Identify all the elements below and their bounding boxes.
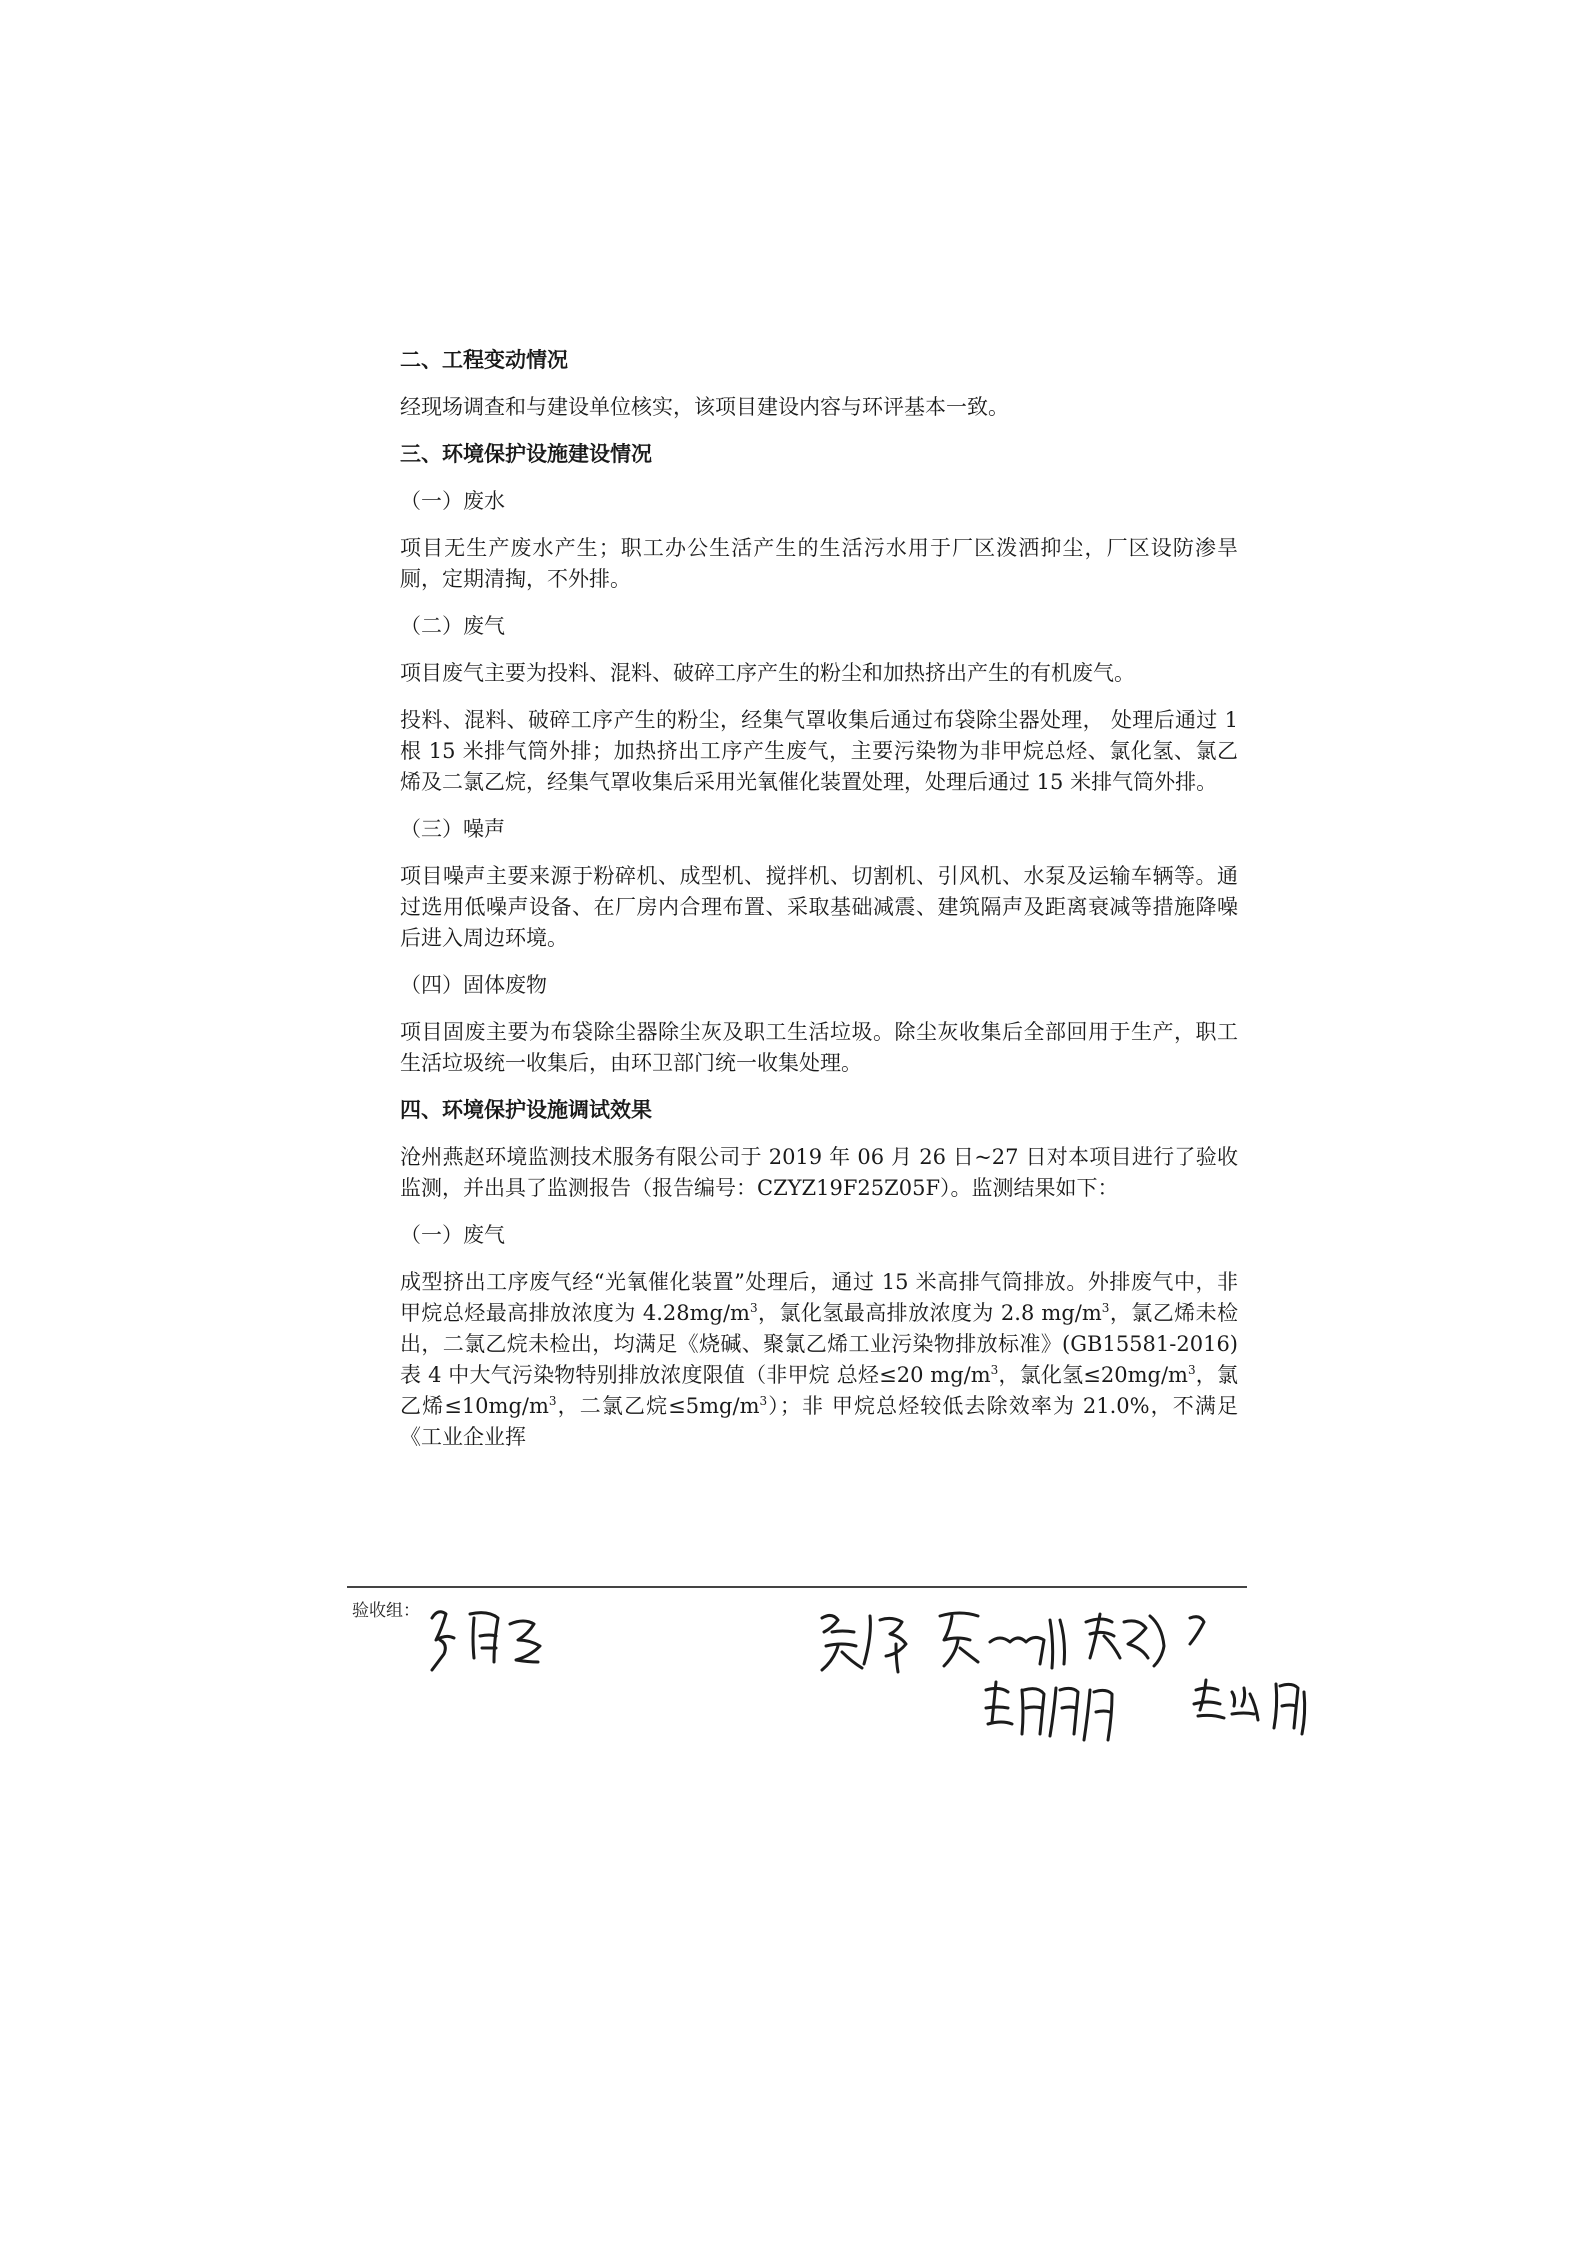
subheading-noise: （三）噪声 xyxy=(400,817,505,841)
subheading-wastewater: （一）废水 xyxy=(400,489,505,513)
superscript-3: 3 xyxy=(1101,1301,1110,1315)
results-text-a: 成型挤出工序废气经“光氧催化装置”处理后，通过 15 米高排气筒排放。外排废气中，非甲烷总烃最高排放浓度为 4.28mg/m xyxy=(400,1270,1238,1325)
results-text-b: ，氯化氢最高排放浓度为 2.8 mg/m xyxy=(757,1301,1102,1325)
section-heading-facility-construction: 三、环境保护设施建设情况 xyxy=(400,442,652,466)
paragraph-noise: 项目噪声主要来源于粉碎机、成型机、搅拌机、切割机、引风机、水泵及运输车辆等。通过选用低噪声设备、在厂房内合理布置、采取基础减震、建筑隔声及距离衰减等措施降噪后进入周边环境。 xyxy=(400,864,1238,950)
subheading-waste-gas-results: （一）废气 xyxy=(400,1223,505,1247)
signature-5 xyxy=(1194,1680,1305,1734)
paragraph-solid-waste: 项目固废主要为布袋除尘器除尘灰及职工生活垃圾。除尘灰收集后全部回用于生产，职工生活垃圾统一收集后，由环卫部门统一收集处理。 xyxy=(400,1020,1238,1075)
section-heading-commissioning-effect: 四、环境保护设施调试效果 xyxy=(400,1098,652,1122)
paragraph-engineering-changes: 经现场调查和与建设单位核实，该项目建设内容与环评基本一致。 xyxy=(400,395,1009,419)
subheading-solid-waste: （四）固体废物 xyxy=(400,973,547,997)
results-text-c: ，氯乙烯未检出，二氯乙烷未检出，均满足《烧碱、聚氯乙烯工业污染物排放标准》(GB15581-2016)表 4 中大气污染物特别排放浓度限值（非甲烷 总烃≤20 mg/m xyxy=(400,1301,1239,1387)
section-heading-engineering-changes: 二、工程变动情况 xyxy=(400,348,568,372)
superscript-3: 3 xyxy=(990,1363,999,1377)
signature-1 xyxy=(432,1612,540,1670)
results-text-f: ，二氯乙烷≤5mg/m xyxy=(556,1394,760,1418)
signature-4 xyxy=(986,1682,1112,1740)
superscript-3: 3 xyxy=(759,1394,768,1408)
subheading-waste-gas: （二）废气 xyxy=(400,614,505,638)
superscript-3: 3 xyxy=(1187,1363,1196,1377)
results-text-d: ，氯化氢≤20mg/m xyxy=(998,1363,1188,1387)
acceptance-group-label: 验收组： xyxy=(352,1601,420,1621)
results-text-g: ）；非 甲烷总烃较低去除效率为 21.0%，不满足《工业企业挥 xyxy=(400,1394,1238,1449)
paragraph-waste-gas-2: 投料、混料、破碎工序产生的粉尘，经集气罩收集后通过布袋除尘器处理， 处理后通过 1 根 15 米排气筒外排；加热挤出工序产生废气，主要污染物为非甲烷总烃、氯化氢、氯乙烯及二氯乙烷，经集气罩收集后采用光氧催化装置处理，处理后通过 15 米排气筒外排。 xyxy=(400,708,1238,794)
superscript-3: 3 xyxy=(749,1301,758,1315)
results-text-e: ，氯乙烯≤10mg/m xyxy=(400,1363,1238,1418)
superscript-3: 3 xyxy=(548,1394,557,1408)
signature-2 xyxy=(822,1615,906,1672)
paragraph-monitoring-intro: 沧州燕赵环境监测技术服务有限公司于 2019 年 06 月 26 日~27 日对本项目进行了验收监测，并出具了监测报告（报告编号：CZYZ19F25Z05F）。监测结果如下： xyxy=(400,1145,1238,1200)
paragraph-wastewater: 项目无生产废水产生；职工办公生活产生的生活污水用于厂区泼洒抑尘，厂区设防渗旱厕，定期清掏，不外排。 xyxy=(400,536,1238,591)
signature-3 xyxy=(940,1613,1204,1668)
paragraph-waste-gas-1: 项目废气主要为投料、混料、破碎工序产生的粉尘和加热挤出产生的有机废气。 xyxy=(400,661,1135,685)
